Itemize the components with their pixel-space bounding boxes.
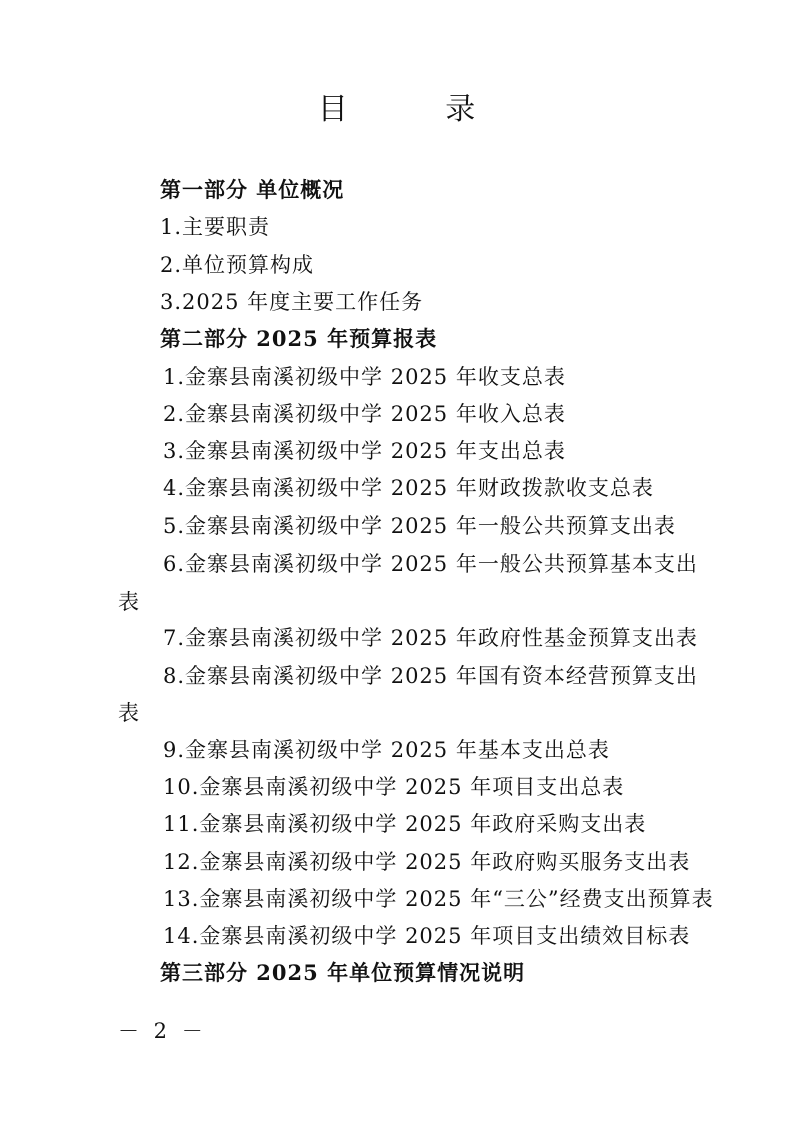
toc-item: 4.金寨县南溪初级中学 2025 年财政拨款收支总表: [163, 476, 654, 500]
toc-item: 9.金寨县南溪初级中学 2025 年基本支出总表: [163, 738, 610, 762]
toc-item: 14.金寨县南溪初级中学 2025 年项目支出绩效目标表: [163, 924, 691, 948]
toc-item: 2.金寨县南溪初级中学 2025 年收入总表: [163, 402, 566, 426]
toc-item: 7.金寨县南溪初级中学 2025 年政府性基金预算支出表: [163, 626, 698, 650]
section-heading-part1: 第一部分 单位概况: [160, 177, 345, 202]
toc-item: 13.金寨县南溪初级中学 2025 年“三公”经费支出预算表: [163, 887, 714, 911]
toc-item-wrap: 表: [118, 590, 140, 614]
toc-item: 12.金寨县南溪初级中学 2025 年政府购买服务支出表: [163, 850, 691, 874]
page-title: 目 录: [317, 92, 520, 127]
toc-item: 6.金寨县南溪初级中学 2025 年一般公共预算基本支出: [163, 552, 698, 576]
page-number: － 2 －: [118, 1019, 207, 1043]
toc-item: 1.主要职责: [160, 215, 271, 239]
toc-item: 2.单位预算构成: [160, 253, 315, 277]
section-heading-part2: 第二部分 2025 年预算报表: [160, 326, 438, 351]
section-heading-part3: 第三部分 2025 年单位预算情况说明: [160, 960, 526, 985]
toc-item-wrap: 表: [118, 701, 140, 725]
toc-item: 5.金寨县南溪初级中学 2025 年一般公共预算支出表: [163, 514, 676, 538]
toc-item: 11.金寨县南溪初级中学 2025 年政府采购支出表: [163, 812, 647, 836]
toc-item: 1.金寨县南溪初级中学 2025 年收支总表: [163, 365, 566, 389]
toc-item: 8.金寨县南溪初级中学 2025 年国有资本经营预算支出: [163, 664, 698, 688]
toc-item: 3.2025 年度主要工作任务: [160, 290, 424, 314]
toc-item: 10.金寨县南溪初级中学 2025 年项目支出总表: [163, 775, 625, 799]
toc-item: 3.金寨县南溪初级中学 2025 年支出总表: [163, 439, 566, 463]
